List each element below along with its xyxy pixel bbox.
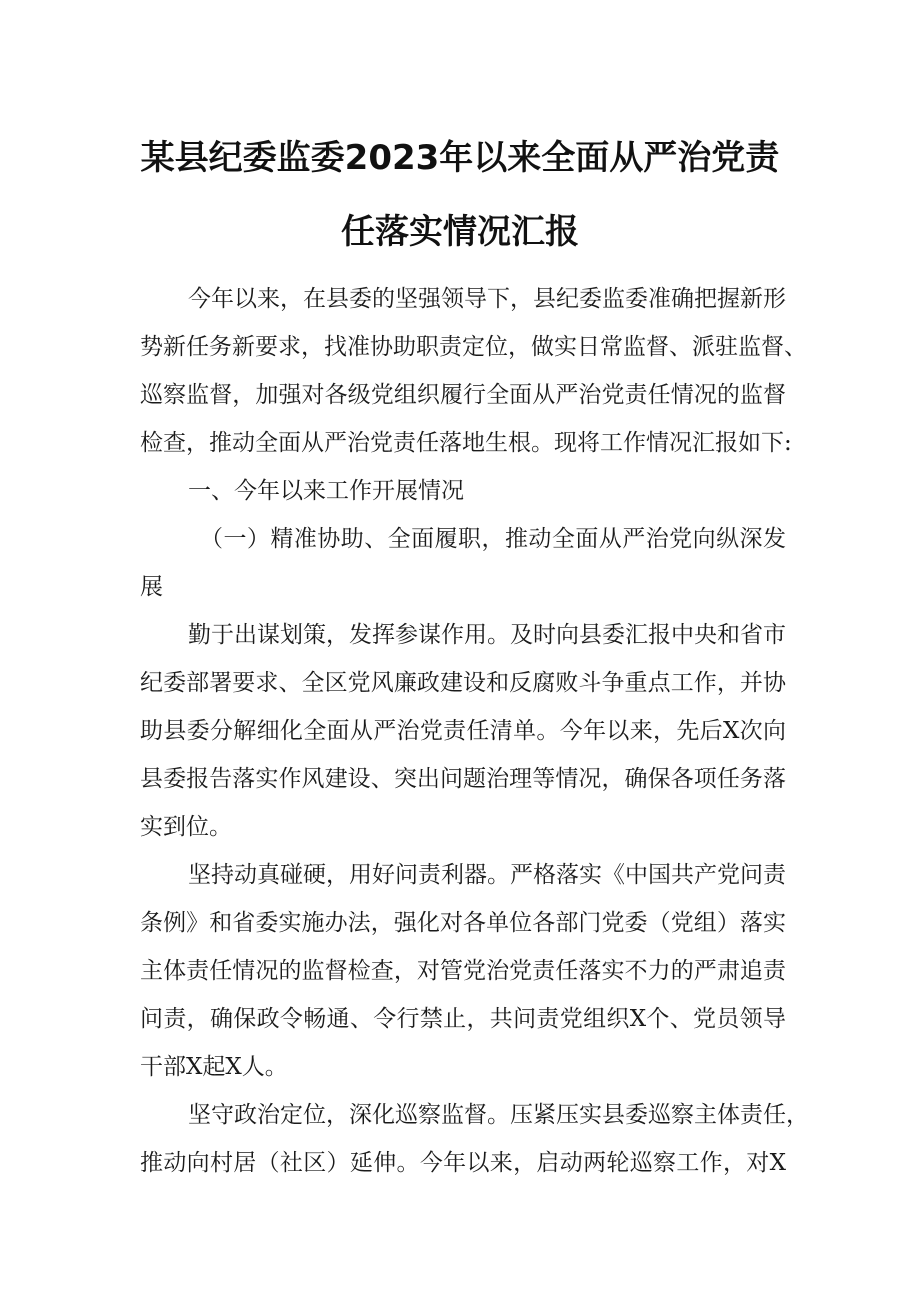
paragraph-line: 县委报告落实作风建设、突出问题治理等情况，确保各项任务落: [140, 766, 786, 792]
subsection-heading: （一）精准协助、全面履职，推动全面从严治党向纵深发: [200, 526, 786, 552]
paragraph-line: 干部X起X人。: [140, 1054, 288, 1080]
paragraph-line: 勤于出谋划策，发挥参谋作用。及时向县委汇报中央和省市: [188, 622, 786, 648]
paragraph-line: 巡察监督，加强对各级党组织履行全面从严治党责任情况的监督: [140, 382, 786, 408]
paragraph-line: 势新任务新要求，找准协助职责定位，做实日常监督、派驻监督、: [140, 334, 807, 360]
paragraph-line: 问责，确保政令畅通、令行禁止，共问责党组织X个、党员领导: [140, 1006, 786, 1032]
paragraph-line: 实到位。: [140, 814, 232, 840]
paragraph-line: 助县委分解细化全面从严治党责任清单。今年以来，先后X次向: [140, 718, 786, 744]
paragraph-line: 今年以来，在县委的坚强领导下，县纪委监委准确把握新形: [188, 286, 786, 312]
paragraph-line: 推动向村居（社区）延伸。今年以来，启动两轮巡察工作，对X: [140, 1150, 786, 1176]
paragraph-line: 纪委部署要求、全区党风廉政建设和反腐败斗争重点工作，并协: [140, 670, 786, 696]
section-heading: 一、今年以来工作开展情况: [188, 478, 464, 504]
paragraph-line: 条例》和省委实施办法，强化对各单位各部门党委（党组）落实: [140, 910, 786, 936]
document-title-line-2: 任落实情况汇报: [341, 212, 579, 252]
paragraph-line: 坚持动真碰硬，用好问责利器。严格落实《中国共产党问责: [188, 862, 786, 888]
paragraph-line: 检查，推动全面从严治党责任落地生根。现将工作情况汇报如下:: [140, 430, 792, 456]
paragraph-line: 主体责任情况的监督检查，对管党治党责任落实不力的严肃追责: [140, 958, 786, 984]
subsection-heading-continued: 展: [140, 574, 163, 600]
paragraph-line: 坚守政治定位，深化巡察监督。压紧压实县委巡察主体责任，: [188, 1102, 809, 1128]
document-title-line-1: 某县纪委监委2023年以来全面从严治党责: [140, 138, 780, 178]
